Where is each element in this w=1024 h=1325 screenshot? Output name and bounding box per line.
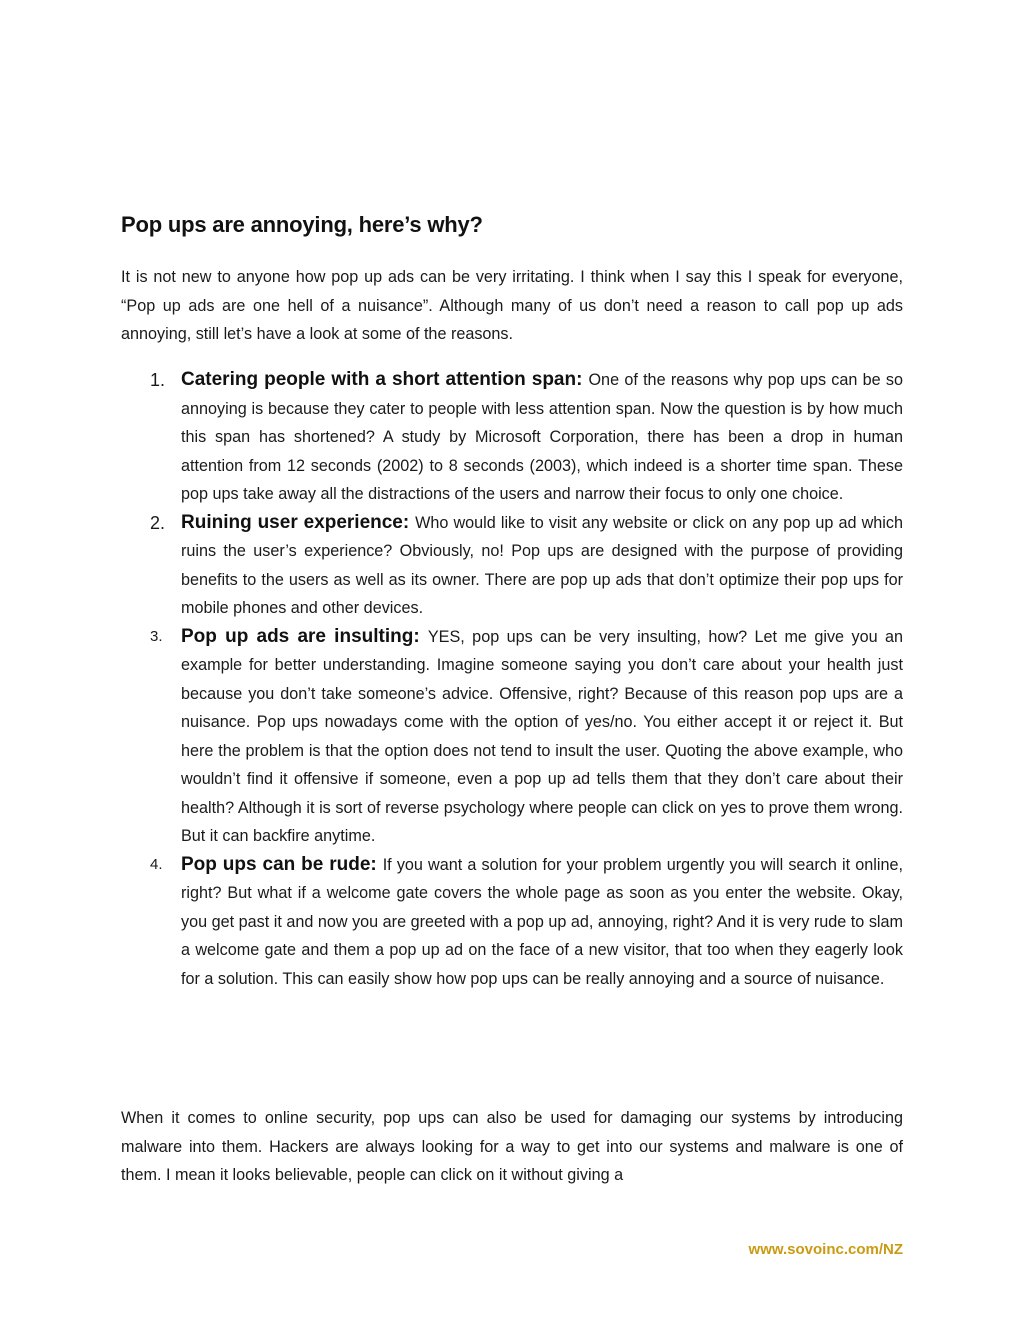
list-item: [121, 366, 903, 509]
list-item-text: One of the reasons why pop ups can be so annoying is because they cater to people with less attention span. Now the question is by how much this span has shortened? A study by Microsoft Corporation, there has been a drop in human attention from 12 seconds (2002) to 8 seconds (2003), which indeed is a shorter time span. These pop ups take away all the distractions of the users and narrow their focus to only one choice.: [181, 371, 903, 503]
list-item-heading: Catering people with a short attention span:: [181, 369, 589, 390]
list-item-number: 4.: [150, 855, 163, 873]
reasons-list: [121, 366, 903, 993]
closing-paragraph: When it comes to online security, pop ups can also be used for damaging our systems by introducing malware into them. Hackers are always looking for a way to get into our systems and malware is one of them. I mean it looks believable, people can click on it without giving a: [121, 1109, 903, 1185]
list-item-heading: Pop ups can be rude:: [181, 853, 383, 875]
list-item: [121, 623, 903, 851]
list-item: [121, 851, 903, 994]
list-item-heading: Ruining user experience:: [181, 511, 416, 533]
list-item-text: If you want a solution for your problem urgently you will search it online, right? But what if a welcome gate covers the whole page as soon as you enter the website. Okay, you get past it and now you are greeted with a pop up ad, annoying, right? And it is very rude to slam a welcome gate and them a pop up ad on the face of a new visitor, that too when they eagerly look for a solution. This can easily show how pop ups can be really annoying and a source of nuisance.: [181, 855, 903, 988]
footer-url: www.sovoinc.com/NZ: [748, 1241, 903, 1258]
list-item: [121, 509, 903, 623]
list-item-text: Who would like to visit any website or click on any pop up ad which ruins the user’s experience? Obviously, no! Pop ups are designed with the purpose of providing benefits to the users as well as its owner. There are pop up ads that don’t optimize their pop ups for mobile phones and other devices.: [181, 513, 903, 617]
list-item-heading: Pop up ads are insulting:: [181, 625, 428, 647]
list-item-number: 3.: [150, 627, 163, 645]
list-item-number: 1.: [150, 370, 166, 390]
list-item-text: YES, pop ups can be very insulting, how? Let me give you an example for better understanding. Imagine someone saying you don’t care about your health just because you don’t take someone’s advice. Offensive, right? Because of this reason pop ups are a nuisance. Pop ups nowadays come with the option of yes/no. You either accept it or reject it. But here the problem is that the option does not tend to insult the user. Quoting the above example, who wouldn’t find it offensive if someone, even a pop up ad tells them that they don’t care about their health? Although it is sort of reverse psychology where people can click on yes to prove them wrong. But it can backfire anytime.: [181, 627, 903, 845]
list-item-number: 2.: [150, 512, 166, 533]
intro-paragraph: It is not new to anyone how pop up ads can be very irritating. I think when I say this I speak for everyone, “Pop up ads are one hell of a nuisance”. Although many of us don’t need a reason to call pop up ads annoying, still let’s have a look at some of the reasons.: [121, 268, 903, 344]
page-title: Pop ups are annoying, here’s why?: [121, 212, 483, 237]
